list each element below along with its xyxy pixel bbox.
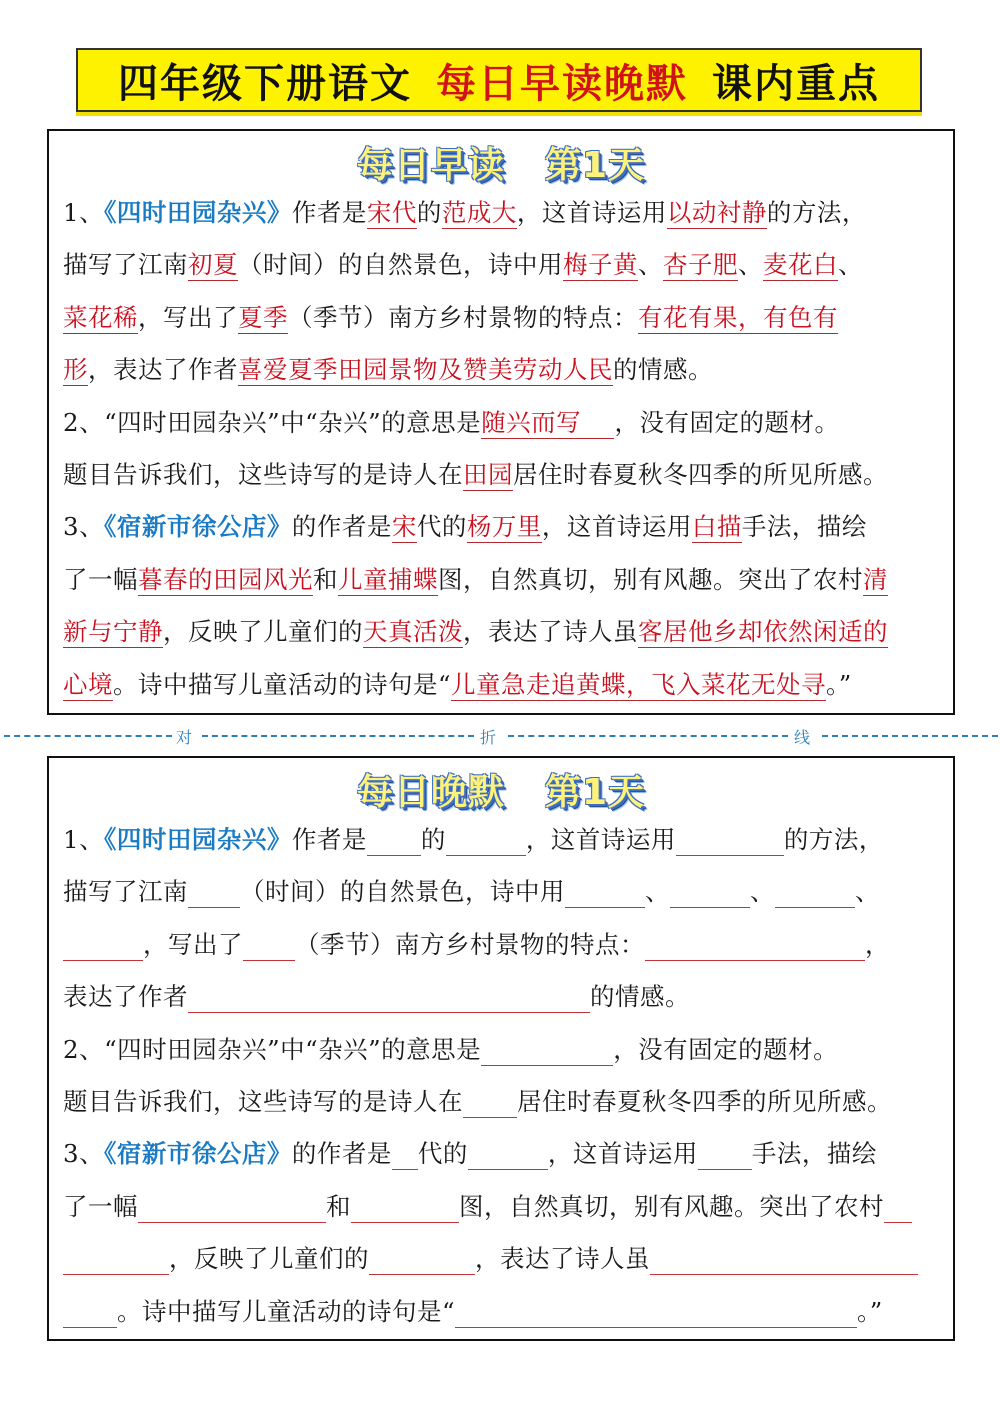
banner-grade-subject: 四年级下册语文 (118, 60, 412, 107)
fill-in-blank[interactable] (367, 825, 421, 856)
body-text: 描写了江南 (63, 250, 188, 280)
poem-title: 《四时田园杂兴》 (104, 198, 292, 227)
page-banner (76, 48, 922, 112)
body-text: ，反映了儿童们的 (163, 617, 363, 647)
body-text: ，表达了诗人虽 (463, 617, 638, 647)
morning-day-label: 第1天 (544, 145, 646, 186)
text-line (63, 1286, 943, 1338)
answer-text: 新与宁静 (63, 617, 163, 647)
text-line (63, 554, 943, 606)
body-text: ，表达了诗人虽 (475, 1244, 650, 1274)
answer-text: 有花有果，有色有 (638, 302, 838, 332)
text-line (63, 501, 943, 553)
body-text: （季节）南方乡村景物的特点： (295, 929, 645, 959)
answer-text: 菜花稀 (63, 302, 138, 332)
body-text: 的方法， (783, 825, 884, 854)
text-line (63, 866, 943, 918)
answer-text: 清 (863, 564, 888, 594)
text-line (63, 1128, 943, 1180)
body-text: （季节）南方乡村景物的特点： (288, 302, 638, 332)
body-text: 代的 (417, 1139, 468, 1169)
answer-text: 宋代 (366, 198, 417, 227)
body-text: 代的 (416, 512, 467, 542)
fill-in-blank[interactable] (676, 825, 784, 856)
answer-text: 客居他乡却依然闲适的 (638, 617, 888, 647)
body-text: 图，自然真切，别有风趣。突出了农村 (459, 1191, 884, 1221)
text-line (63, 659, 943, 711)
body-text: （时间）的自然景色，诗中用 (238, 250, 563, 280)
body-text: 。诗中描写儿童活动的诗句是“ (117, 1296, 456, 1326)
body-text: ，没有固定的题材。 (613, 1034, 839, 1064)
banner-main-title: 每日早读晚默 (436, 60, 688, 107)
body-text: 和 (326, 1191, 351, 1221)
fold-dash (508, 735, 788, 737)
body-text: 的情感。 (590, 982, 690, 1012)
text-line (63, 187, 943, 239)
fold-line (0, 726, 1000, 746)
evening-card-title (49, 764, 953, 815)
body-text: 3、 (63, 1139, 105, 1169)
fill-in-blank[interactable] (243, 930, 295, 961)
fill-in-blank[interactable] (468, 1139, 548, 1170)
banner-key-points: 课内重点 (712, 60, 880, 107)
morning-reading-card (47, 129, 955, 715)
evening-day-label: 第1天 (544, 772, 646, 813)
body-text: 、 (750, 877, 775, 907)
body-text: 题目告诉我们，这些诗写的是诗人在 (63, 1086, 463, 1116)
text-line (63, 1181, 943, 1233)
body-text: 1、 (63, 198, 105, 227)
fold-label-2: 折 (480, 728, 497, 747)
body-text: 手法，描绘 (741, 512, 867, 542)
answer-text: 初夏 (188, 250, 238, 280)
body-text: ，写出了 (138, 302, 238, 332)
evening-text-lines (63, 814, 943, 1338)
text-line (63, 344, 943, 396)
body-text: 居住时春夏秋冬四季的所见所感。 (517, 1086, 892, 1116)
body-text: 手法，描绘 (751, 1139, 877, 1169)
text-line (63, 814, 943, 866)
text-line (63, 397, 943, 449)
body-text: ，反映了儿童们的 (169, 1244, 369, 1274)
poem-title: 《宿新市徐公店》 (104, 1139, 292, 1169)
fold-dash (822, 735, 998, 737)
fill-in-blank[interactable] (650, 1244, 918, 1275)
text-line (63, 449, 943, 501)
fill-in-blank[interactable] (446, 825, 526, 856)
answer-text: 以动衬静 (666, 198, 767, 227)
fill-in-blank[interactable] (188, 982, 590, 1013)
fold-label-3: 线 (794, 728, 811, 747)
body-text: 作者是 (291, 825, 367, 854)
poem-title: 《宿新市徐公店》 (104, 512, 292, 542)
text-line (63, 1233, 943, 1285)
body-text: ，这首诗运用 (547, 1139, 698, 1169)
body-text: ，表达了作者 (88, 355, 238, 385)
fill-in-blank[interactable] (884, 1192, 912, 1223)
body-text: （时间）的自然景色，诗中用 (240, 877, 565, 907)
fill-in-blank[interactable] (481, 1035, 613, 1066)
body-text: 作者是 (291, 198, 367, 227)
answer-text: 田园 (463, 459, 513, 489)
fill-in-blank[interactable] (63, 930, 143, 961)
text-line (63, 1024, 943, 1076)
fill-in-blank[interactable] (392, 1139, 418, 1170)
answer-text: 心境 (63, 669, 113, 699)
fill-in-blank[interactable] (63, 1244, 169, 1275)
answer-text: 宋 (391, 512, 417, 542)
body-text: 。” (857, 1296, 883, 1326)
evening-title-label: 每日晚默 (356, 772, 505, 813)
fill-in-blank[interactable] (775, 877, 855, 908)
answer-text: 杨万里 (466, 512, 542, 542)
morning-title-label: 每日早读 (356, 145, 505, 186)
body-text: ，这首诗运用 (516, 198, 667, 227)
fill-in-blank[interactable] (369, 1244, 475, 1275)
answer-text: 白描 (691, 512, 742, 542)
morning-card-title (49, 137, 953, 188)
body-text: 。” (826, 669, 852, 699)
body-text: 的情感。 (613, 355, 713, 385)
body-text: 题目告诉我们，这些诗写的是诗人在 (63, 459, 463, 489)
answer-text: 麦花白 (763, 250, 838, 280)
body-text: 居住时春夏秋冬四季的所见所感。 (513, 459, 888, 489)
fill-in-blank[interactable] (138, 1192, 326, 1223)
body-text: 3、 (63, 512, 105, 542)
body-text: 1、 (63, 825, 105, 854)
answer-text: 喜爱夏季田园景物及赞美劳动人民 (238, 355, 613, 385)
fill-in-blank[interactable] (351, 1192, 459, 1223)
body-text: 、 (838, 250, 863, 280)
answer-text: 随兴而写 (481, 407, 615, 437)
body-text: 描写了江南 (63, 877, 188, 907)
answer-text: 形 (63, 355, 88, 385)
text-line (63, 606, 943, 658)
body-text: 2、“四时田园杂兴”中“杂兴”的意思是 (63, 407, 482, 437)
body-text: 。诗中描写儿童活动的诗句是“ (113, 669, 452, 699)
body-text: 和 (313, 564, 338, 594)
body-text: ，没有固定的题材。 (614, 407, 840, 437)
poem-title: 《四时田园杂兴》 (104, 825, 292, 854)
fill-in-blank[interactable] (455, 1297, 857, 1328)
answer-text: 儿童急走追黄蝶，飞入菜花无处寻 (451, 669, 827, 699)
body-text: 的作者是 (291, 1139, 392, 1169)
fill-in-blank[interactable] (670, 877, 750, 908)
text-line (63, 239, 943, 291)
answer-text: 暮春的田园风光 (138, 564, 313, 594)
fill-in-blank[interactable] (188, 877, 240, 908)
body-text: 图，自然真切，别有风趣。突出了农村 (438, 564, 863, 594)
answer-text: 杏子肥 (663, 250, 738, 280)
body-text: 、 (855, 877, 880, 907)
evening-dictation-card (47, 756, 955, 1341)
morning-text-lines (63, 187, 943, 711)
fold-label-1: 对 (176, 728, 193, 747)
answer-text: 梅子黄 (563, 250, 638, 280)
fill-in-blank[interactable] (645, 930, 865, 961)
answer-text: 范成大 (441, 198, 517, 227)
body-text: ，写出了 (143, 929, 243, 959)
answer-text: 儿童捕蝶 (338, 564, 438, 594)
body-text: 2、“四时田园杂兴”中“杂兴”的意思是 (63, 1034, 482, 1064)
fill-in-blank[interactable] (63, 1297, 117, 1328)
body-text: 、 (738, 250, 763, 280)
answer-text: 夏季 (238, 302, 288, 332)
body-text: 表达了作者 (63, 982, 188, 1012)
fill-in-blank[interactable] (463, 1087, 517, 1118)
body-text: 、 (638, 250, 663, 280)
fill-in-blank[interactable] (698, 1139, 752, 1170)
body-text: 的作者是 (291, 512, 392, 542)
body-text: 了一幅 (63, 564, 138, 594)
body-text: 、 (645, 877, 670, 907)
text-line (63, 292, 943, 344)
fold-dash (202, 735, 474, 737)
body-text: ， (865, 929, 890, 959)
text-line (63, 1076, 943, 1128)
text-line (63, 919, 943, 971)
fill-in-blank[interactable] (565, 877, 645, 908)
fold-dash (4, 735, 172, 737)
text-line (63, 971, 943, 1023)
body-text: ，这首诗运用 (525, 825, 676, 854)
body-text: ，这首诗运用 (541, 512, 692, 542)
answer-text: 天真活泼 (363, 617, 463, 647)
body-text: 的 (420, 825, 446, 854)
body-text: 了一幅 (63, 1191, 138, 1221)
body-text: 的 (416, 198, 442, 227)
body-text: 的方法， (766, 198, 867, 227)
